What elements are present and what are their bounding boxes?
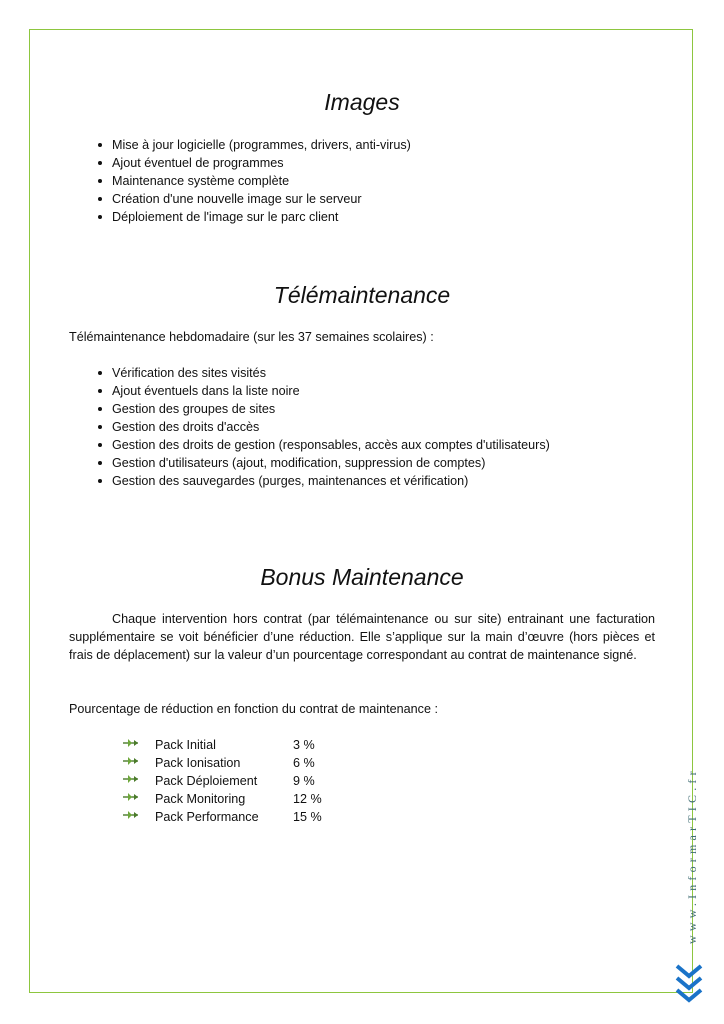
green-arrow-icon	[123, 738, 139, 748]
list-item: Gestion des droits de gestion (responsables, accès aux comptes d'utilisateurs)	[96, 436, 550, 454]
green-arrow-icon	[123, 756, 139, 766]
pack-name: Pack Ionisation	[155, 756, 241, 770]
website-watermark: www.InformarTIC.fr	[685, 767, 699, 944]
list-item: Création d'une nouvelle image sur le serveur	[96, 190, 411, 208]
green-arrow-icon	[123, 774, 139, 784]
list-item: Ajout éventuels dans la liste noire	[96, 382, 550, 400]
green-arrow-icon	[123, 792, 139, 802]
pack-percent: 3 %	[293, 738, 315, 752]
pack-name: Pack Monitoring	[155, 792, 246, 806]
list-item: Gestion des droits d'accès	[96, 418, 550, 436]
section-title-images: Images	[324, 89, 400, 115]
section-title-bonus: Bonus Maintenance	[260, 564, 464, 590]
green-arrow-icon	[123, 810, 139, 820]
pack-percent: 12 %	[293, 792, 322, 806]
telemaintenance-intro: Télémaintenance hebdomadaire (sur les 37 semaines scolaires) :	[69, 330, 434, 344]
pack-name: Pack Performance	[155, 810, 259, 824]
list-item: Vérification des sites visités	[96, 364, 550, 382]
pack-name: Pack Déploiement	[155, 774, 258, 788]
list-item: Ajout éventuel de programmes	[96, 154, 411, 172]
section-title-telemaintenance: Télémaintenance	[273, 282, 451, 308]
pack-percent: 9 %	[293, 774, 315, 788]
list-item: Gestion des sauvegardes (purges, maintenances et vérification)	[96, 472, 550, 490]
bonus-intro: Pourcentage de réduction en fonction du contrat de maintenance :	[69, 702, 438, 716]
pack-percent: 6 %	[293, 756, 315, 770]
images-list	[96, 136, 411, 226]
list-item: Gestion d'utilisateurs (ajout, modification, suppression de comptes)	[96, 454, 550, 472]
chevron-logo-icon	[674, 962, 704, 1006]
list-item: Maintenance système complète	[96, 172, 411, 190]
bonus-paragraph: Chaque intervention hors contrat (par télémaintenance ou sur site) entrainant une facturation supplémentaire se voit bénéficier d’une réduction. Elle s’applique sur la main d’œuvre (hors pièces et frais de déplacement) sur la valeur d’un pourcentage correspondant au contrat de maintenance signé.	[69, 612, 655, 662]
list-item: Mise à jour logicielle (programmes, drivers, anti-virus)	[96, 136, 411, 154]
list-item: Gestion des groupes de sites	[96, 400, 550, 418]
pack-name: Pack Initial	[155, 738, 216, 752]
telemaintenance-list	[96, 364, 550, 490]
list-item: Déploiement de l'image sur le parc client	[96, 208, 411, 226]
pack-percent: 15 %	[293, 810, 322, 824]
